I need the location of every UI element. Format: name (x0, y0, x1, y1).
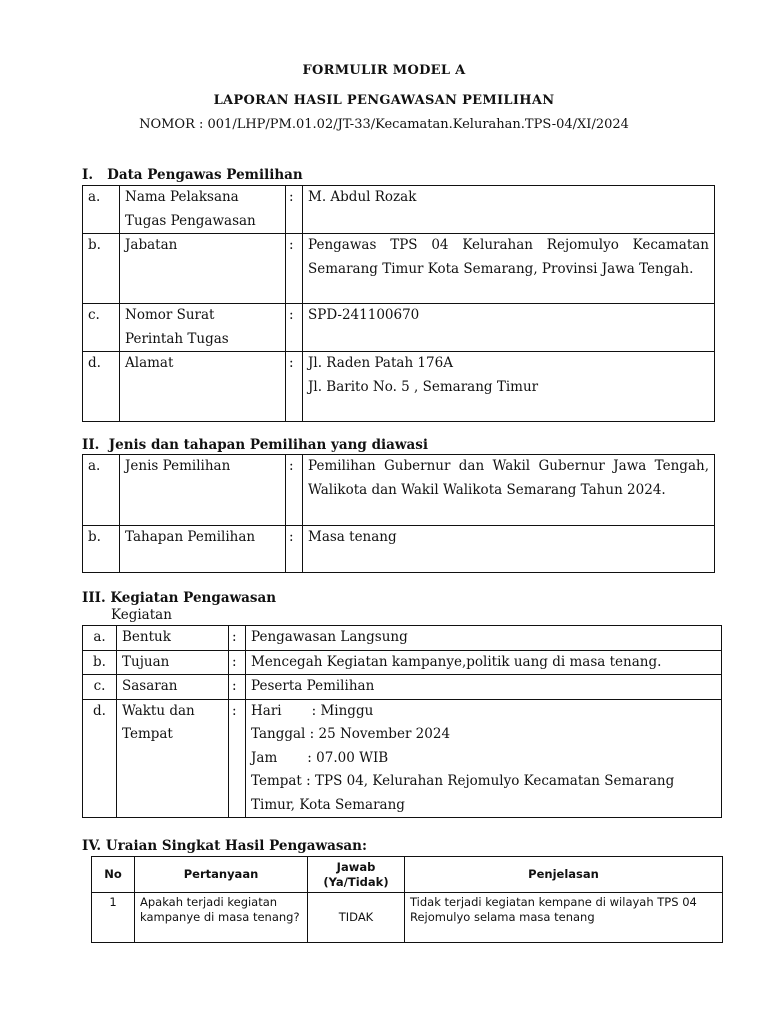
row-label: Jabatan (120, 234, 286, 304)
row-letter: d. (83, 699, 117, 818)
form-title: FORMULIR MODEL A (302, 63, 466, 78)
row-letter: a. (83, 455, 120, 526)
row-colon: : (229, 650, 246, 675)
row-label: Tujuan (117, 650, 229, 675)
section-2-table (82, 454, 715, 573)
cell-penjelasan: Tidak terjadi kegiatan kempane di wilayah TPS 04 Rejomulyo selama masa tenang (405, 893, 723, 943)
section-1-table (82, 185, 715, 422)
row-value: Pengawas TPS 04 Kelurahan Rejomulyo Kecamatan Semarang Timur Kota Semarang, Provinsi Jawa Tengah. (303, 234, 715, 304)
table-row (83, 234, 715, 304)
row-letter: c. (83, 304, 120, 352)
table-row (83, 304, 715, 352)
row-value: M. Abdul Rozak (303, 186, 715, 234)
row-label: Nomor Surat Perintah Tugas (120, 304, 286, 352)
report-title: LAPORAN HASIL PENGAWASAN PEMILIHAN (213, 93, 555, 108)
row-colon: : (229, 626, 246, 651)
table-row (83, 675, 722, 700)
row-colon: : (286, 526, 303, 573)
section-4-table (91, 856, 723, 943)
table-header-row (92, 857, 723, 893)
row-letter: d. (83, 352, 120, 422)
row-letter: b. (83, 526, 120, 573)
section-3-table (82, 625, 722, 818)
table-row (83, 455, 715, 526)
row-value: Pengawasan Langsung (246, 626, 722, 651)
row-colon: : (229, 699, 246, 818)
row-label: Waktu dan Tempat (117, 699, 229, 818)
section-3-heading: III. Kegiatan Pengawasan (82, 590, 277, 606)
report-number: NOMOR : 001/LHP/PM.01.02/JT-33/Kecamatan.Kelurahan.TPS-04/XI/2024 (139, 117, 629, 132)
cell-no: 1 (92, 893, 135, 943)
row-value: SPD-241100670 (303, 304, 715, 352)
row-label: Nama Pelaksana Tugas Pengawasan (120, 186, 286, 234)
column-header-no: No (92, 857, 135, 893)
table-row (92, 893, 723, 943)
row-label: Sasaran (117, 675, 229, 700)
table-row (83, 650, 722, 675)
table-row (83, 352, 715, 422)
section-2-heading: II. Jenis dan tahapan Pemilihan yang diawasi (82, 437, 428, 453)
row-label: Jenis Pemilihan (120, 455, 286, 526)
table-row (83, 699, 722, 818)
row-value: Masa tenang (303, 526, 715, 573)
section-3-subheading: Kegiatan (111, 607, 172, 623)
row-colon: : (286, 186, 303, 234)
column-header-pertanyaan: Pertanyaan (135, 857, 308, 893)
row-value: Jl. Raden Patah 176A Jl. Barito No. 5 , Semarang Timur (303, 352, 715, 422)
row-letter: a. (83, 626, 117, 651)
row-colon: : (286, 304, 303, 352)
section-1-heading: I. Data Pengawas Pemilihan (82, 167, 303, 183)
table-row (83, 526, 715, 573)
table-row (83, 626, 722, 651)
row-value: Hari : Minggu Tanggal : 25 November 2024 Jam : 07.00 WIB Tempat : TPS 04, Kelurahan Rejomulyo Kecamatan Semarang Timur, Kota Semarang (246, 699, 722, 818)
cell-pertanyaan: Apakah terjadi kegiatan kampanye di masa tenang? (135, 893, 308, 943)
row-value: Pemilihan Gubernur dan Wakil Gubernur Jawa Tengah, Walikota dan Wakil Walikota Semarang Tahun 2024. (303, 455, 715, 526)
column-header-jawab: Jawab (Ya/Tidak) (308, 857, 405, 893)
column-header-penjelasan: Penjelasan (405, 857, 723, 893)
section-4-heading: IV. Uraian Singkat Hasil Pengawasan: (82, 838, 367, 854)
row-letter: b. (83, 234, 120, 304)
row-label: Alamat (120, 352, 286, 422)
row-letter: c. (83, 675, 117, 700)
row-colon: : (286, 352, 303, 422)
row-colon: : (286, 455, 303, 526)
row-label: Bentuk (117, 626, 229, 651)
row-letter: a. (83, 186, 120, 234)
row-value: Mencegah Kegiatan kampanye,politik uang di masa tenang. (246, 650, 722, 675)
cell-jawab: TIDAK (308, 893, 405, 943)
row-label: Tahapan Pemilihan (120, 526, 286, 573)
row-letter: b. (83, 650, 117, 675)
row-colon: : (229, 675, 246, 700)
row-colon: : (286, 234, 303, 304)
row-value: Peserta Pemilihan (246, 675, 722, 700)
table-row (83, 186, 715, 234)
